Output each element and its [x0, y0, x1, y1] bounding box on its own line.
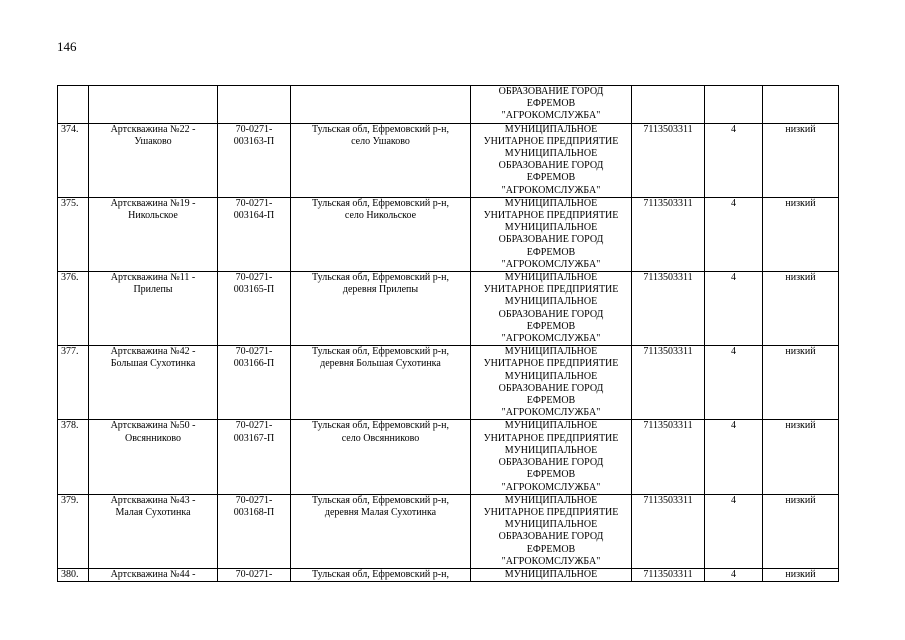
cell-org [471, 420, 632, 494]
address-line: село Овсянниково [341, 432, 420, 444]
org-line: "АГРОКОМСЛУЖБА" [501, 184, 601, 196]
cell-code [218, 123, 291, 197]
org-line: ЕФРЕМОВ [526, 320, 576, 332]
table-row [58, 197, 839, 271]
cell-address [291, 86, 471, 124]
name-line: Артскважина №42 - [110, 346, 196, 358]
address-line: деревня Прилепы [342, 284, 419, 296]
cell-code [218, 346, 291, 420]
org-line: МУНИЦИПАЛЬНОЕ [504, 272, 598, 284]
org-line: ОБРАЗОВАНИЕ ГОРОД [498, 86, 604, 97]
org-line: МУНИЦИПАЛЬНОЕ [504, 444, 598, 456]
cell-address: Тульская обл, Ефремовский р-н, [291, 568, 471, 581]
name-line: Малая Сухотинка [115, 506, 191, 518]
table-row [58, 272, 839, 346]
cell-code: 70-0271- [218, 568, 291, 581]
table-body [58, 86, 839, 582]
name-line: Большая Сухотинка [110, 358, 196, 370]
org-line: МУНИЦИПАЛЬНОЕ [504, 420, 598, 432]
cell-category: 4 [705, 420, 763, 494]
cell-risk: низкий [763, 346, 839, 420]
table-row [58, 123, 839, 197]
address-line: деревня Малая Сухотинка [324, 506, 437, 518]
page-number: 146 [57, 39, 77, 54]
org-line: ЕФРЕМОВ [526, 543, 576, 555]
cell-num: 376. [58, 272, 89, 346]
registry-table [57, 85, 839, 582]
org-line: МУНИЦИПАЛЬНОЕ [504, 519, 598, 531]
cell-risk: низкий [763, 197, 839, 271]
table-row [58, 420, 839, 494]
name-line: Артскважина №11 - [110, 272, 196, 284]
cell-name: Артскважина №44 - [89, 568, 218, 581]
org-line: ЕФРЕМОВ [526, 172, 576, 184]
cell-org [471, 123, 632, 197]
cell-name [89, 346, 218, 420]
org-line: "АГРОКОМСЛУЖБА" [501, 110, 601, 122]
cell-num: 379. [58, 494, 89, 568]
code-line: 003163-П [233, 135, 275, 147]
cell-org: МУНИЦИПАЛЬНОЕ [471, 568, 632, 581]
org-line: МУНИЦИПАЛЬНОЕ [504, 197, 598, 209]
cell-inn: 7113503311 [632, 197, 705, 271]
cell-risk: низкий [763, 420, 839, 494]
org-line: УНИТАРНОЕ ПРЕДПРИЯТИЕ [483, 506, 619, 518]
cell-code [218, 197, 291, 271]
org-line: МУНИЦИПАЛЬНОЕ [504, 148, 598, 160]
table-row [58, 346, 839, 420]
cell-risk: низкий [763, 272, 839, 346]
cell-address [291, 420, 471, 494]
org-line: "АГРОКОМСЛУЖБА" [501, 481, 601, 493]
org-line: МУНИЦИПАЛЬНОЕ [504, 296, 598, 308]
cell-name [89, 123, 218, 197]
code-line: 70-0271- [235, 123, 273, 135]
org-line: ОБРАЗОВАНИЕ ГОРОД [498, 234, 604, 246]
cell-category [705, 86, 763, 124]
cell-name [89, 272, 218, 346]
code-line: 70-0271- [235, 346, 273, 358]
table-row-last [58, 568, 839, 581]
code-line: 003168-П [233, 506, 275, 518]
cell-num: 377. [58, 346, 89, 420]
name-line: Артскважина №19 - [110, 197, 196, 209]
address-line: Тульская обл, Ефремовский р-н, [312, 346, 449, 358]
cell-code [218, 420, 291, 494]
org-line: ОБРАЗОВАНИЕ ГОРОД [498, 382, 604, 394]
cell-inn: 7113503311 [632, 346, 705, 420]
code-line: 003164-П [233, 210, 275, 222]
org-line: ОБРАЗОВАНИЕ ГОРОД [498, 531, 604, 543]
cell-inn [632, 86, 705, 124]
org-line: "АГРОКОМСЛУЖБА" [501, 258, 601, 270]
org-line: МУНИЦИПАЛЬНОЕ [504, 123, 598, 135]
address-line: Тульская обл, Ефремовский р-н, [312, 197, 449, 209]
org-line: МУНИЦИПАЛЬНОЕ [504, 222, 598, 234]
name-line: Прилепы [133, 284, 173, 296]
cell-category: 4 [705, 494, 763, 568]
org-line: ОБРАЗОВАНИЕ ГОРОД [498, 160, 604, 172]
name-line: Никольское [128, 210, 178, 222]
cell-category: 4 [705, 272, 763, 346]
cell-inn: 7113503311 [632, 272, 705, 346]
org-line: МУНИЦИПАЛЬНОЕ [504, 494, 598, 506]
name-line: Овсянниково [125, 432, 181, 444]
org-line: МУНИЦИПАЛЬНОЕ [504, 370, 598, 382]
code-line: 003166-П [233, 358, 275, 370]
cell-category: 4 [705, 568, 763, 581]
cell-inn: 7113503311 [632, 420, 705, 494]
cell-inn: 7113503311 [632, 123, 705, 197]
address-line: Тульская обл, Ефремовский р-н, [312, 272, 449, 284]
cell-num: 378. [58, 420, 89, 494]
org-line: МУНИЦИПАЛЬНОЕ [504, 346, 598, 358]
cell-code [218, 272, 291, 346]
cell-address [291, 494, 471, 568]
address-line: Тульская обл, Ефремовский р-н, [312, 420, 449, 432]
cell-category: 4 [705, 346, 763, 420]
name-line: Артскважина №50 - [110, 420, 196, 432]
code-line: 70-0271- [235, 197, 273, 209]
cell-org [471, 346, 632, 420]
code-line: 70-0271- [235, 272, 273, 284]
cell-address [291, 346, 471, 420]
address-line: село Никольское [344, 210, 417, 222]
org-line: УНИТАРНОЕ ПРЕДПРИЯТИЕ [483, 135, 619, 147]
cell-org [471, 272, 632, 346]
address-line: деревня Большая Сухотинка [320, 358, 441, 370]
cell-inn: 7113503311 [632, 568, 705, 581]
table-row-continuation [58, 86, 839, 124]
cell-risk: низкий [763, 123, 839, 197]
org-line: УНИТАРНОЕ ПРЕДПРИЯТИЕ [483, 358, 619, 370]
cell-code [218, 86, 291, 124]
org-line: "АГРОКОМСЛУЖБА" [501, 407, 601, 419]
code-line: 003167-П [233, 432, 275, 444]
code-line: 70-0271- [235, 494, 273, 506]
cell-code [218, 494, 291, 568]
cell-num: 380. [58, 568, 89, 581]
org-line: УНИТАРНОЕ ПРЕДПРИЯТИЕ [483, 284, 619, 296]
org-line: УНИТАРНОЕ ПРЕДПРИЯТИЕ [483, 210, 619, 222]
address-line: Тульская обл, Ефремовский р-н, [312, 123, 449, 135]
cell-category: 4 [705, 197, 763, 271]
org-line: ЕФРЕМОВ [526, 469, 576, 481]
cell-address [291, 272, 471, 346]
org-line: ЕФРЕМОВ [526, 98, 576, 110]
cell-org [471, 494, 632, 568]
cell-name [89, 86, 218, 124]
cell-inn: 7113503311 [632, 494, 705, 568]
cell-name [89, 197, 218, 271]
address-line: Тульская обл, Ефремовский р-н, [312, 494, 449, 506]
code-line: 003165-П [233, 284, 275, 296]
name-line: Артскважина №22 - [110, 123, 196, 135]
cell-risk: низкий [763, 568, 839, 581]
org-line: УНИТАРНОЕ ПРЕДПРИЯТИЕ [483, 432, 619, 444]
cell-category: 4 [705, 123, 763, 197]
cell-name [89, 494, 218, 568]
name-line: Ушаково [134, 135, 172, 147]
cell-num: 375. [58, 197, 89, 271]
address-line: село Ушаково [351, 135, 410, 147]
org-line: "АГРОКОМСЛУЖБА" [501, 555, 601, 567]
org-line: ОБРАЗОВАНИЕ ГОРОД [498, 457, 604, 469]
cell-org [471, 86, 632, 124]
code-line: 70-0271- [235, 420, 273, 432]
cell-risk: низкий [763, 494, 839, 568]
org-line: ЕФРЕМОВ [526, 246, 576, 258]
cell-num: 374. [58, 123, 89, 197]
cell-address [291, 123, 471, 197]
cell-org [471, 197, 632, 271]
org-line: ЕФРЕМОВ [526, 395, 576, 407]
cell-risk [763, 86, 839, 124]
table-row [58, 494, 839, 568]
org-line: ОБРАЗОВАНИЕ ГОРОД [498, 308, 604, 320]
name-line: Артскважина №43 - [110, 494, 196, 506]
cell-address [291, 197, 471, 271]
cell-num [58, 86, 89, 124]
cell-name [89, 420, 218, 494]
org-line: "АГРОКОМСЛУЖБА" [501, 333, 601, 345]
